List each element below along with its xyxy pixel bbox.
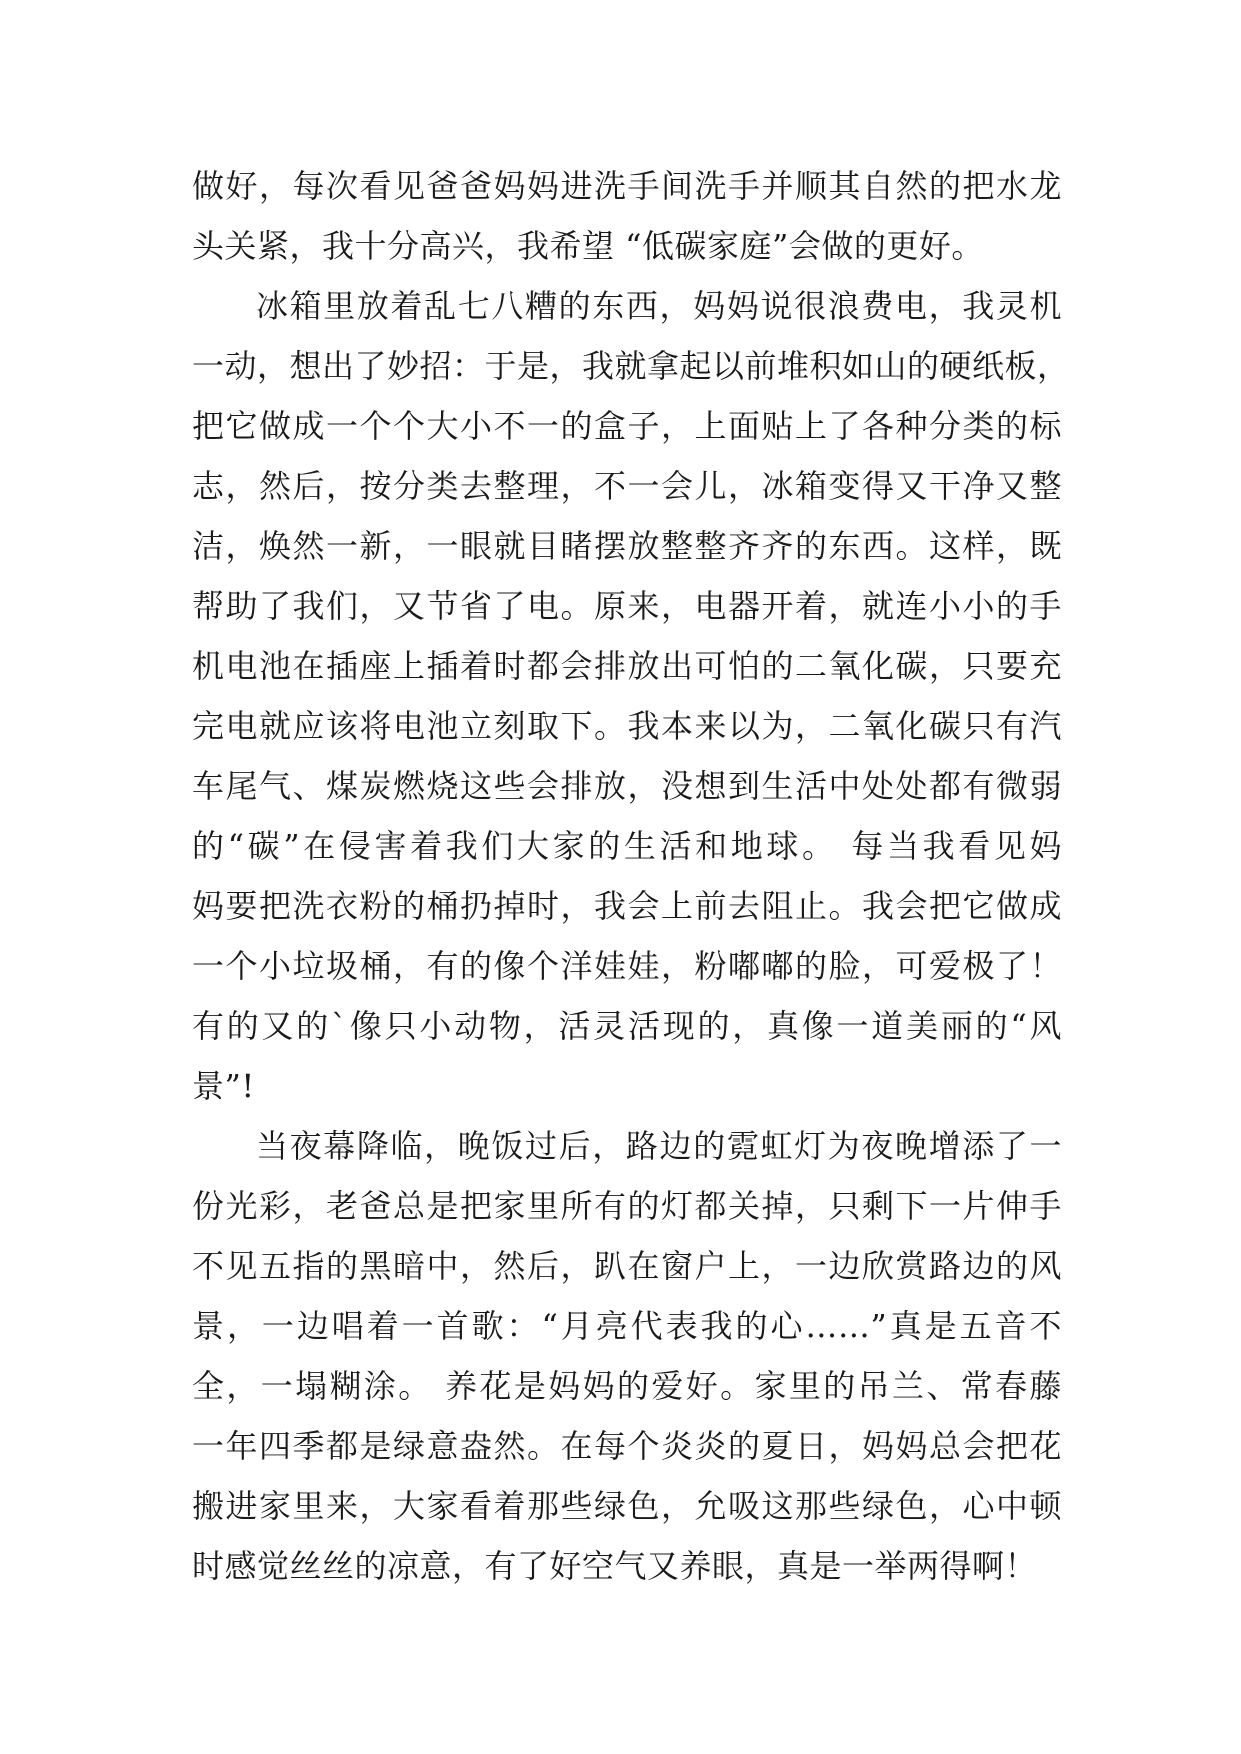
text-line: 一年四季都是绿意盎然。在每个炎炎的夏日，妈妈总会把花 bbox=[192, 1427, 1062, 1465]
text-line: 车尾气、煤炭燃烧这些会排放，没想到生活中处处都有微弱 bbox=[192, 767, 1062, 805]
text-line: 妈要把洗衣粉的桶扔掉时，我会上前去阻止。我会把它做成 bbox=[192, 887, 1062, 925]
document-body bbox=[192, 156, 1070, 1596]
text-line: 景”! bbox=[192, 1067, 255, 1105]
text-line: 有的又的`像只小动物，活灵活现的，真像一道美丽的“风 bbox=[192, 1007, 1062, 1045]
text-line: 全，一塌糊涂。 养花是妈妈的爱好。家里的吊兰、常春藤 bbox=[192, 1367, 1062, 1405]
text-line: 的“碳”在侵害着我们大家的生活和地球。 每当我看见妈 bbox=[192, 827, 1062, 865]
text-line: 不见五指的黑暗中，然后，趴在窗户上，一边欣赏路边的风 bbox=[192, 1247, 1062, 1285]
text-line: 机电池在插座上插着时都会排放出可怕的二氧化碳，只要充 bbox=[192, 647, 1062, 685]
text-line: 冰箱里放着乱七八糟的东西，妈妈说很浪费电，我灵机 bbox=[256, 287, 1062, 325]
paragraph-3 bbox=[192, 1116, 1062, 1596]
text-line: 时感觉丝丝的凉意，有了好空气又养眼，真是一举两得啊！ bbox=[192, 1547, 1038, 1585]
paragraph-2 bbox=[192, 276, 1070, 1116]
text-line: 志，然后，按分类去整理，不一会儿，冰箱变得又干净又整 bbox=[192, 467, 1062, 505]
paragraph-1 bbox=[192, 156, 1062, 276]
text-line: 当夜幕降临，晚饭过后，路边的霓虹灯为夜晚增添了一 bbox=[256, 1127, 1062, 1165]
text-line: 景，一边唱着一首歌：“月亮代表我的心……”真是五音不 bbox=[192, 1307, 1062, 1345]
text-line: 一动，想出了妙招：于是，我就拿起以前堆积如山的硬纸板， bbox=[192, 347, 1070, 385]
text-line: 做好，每次看见爸爸妈妈进洗手间洗手并顺其自然的把水龙 bbox=[192, 167, 1062, 205]
text-line: 洁，焕然一新，一眼就目睹摆放整整齐齐的东西。这样，既 bbox=[192, 527, 1062, 565]
text-line: 帮助了我们，又节省了电。原来，电器开着，就连小小的手 bbox=[192, 587, 1062, 625]
text-line: 完电就应该将电池立刻取下。我本来以为，二氧化碳只有汽 bbox=[192, 707, 1062, 745]
text-line: 搬进家里来，大家看着那些绿色，允吸这那些绿色，心中顿 bbox=[192, 1487, 1062, 1525]
text-line: 头关紧，我十分高兴，我希望 “低碳家庭”会做的更好。 bbox=[192, 227, 984, 265]
text-line: 份光彩，老爸总是把家里所有的灯都关掉，只剩下一片伸手 bbox=[192, 1187, 1062, 1225]
text-line: 一个小垃圾桶，有的像个洋娃娃，粉嘟嘟的脸，可爱极了！ bbox=[192, 947, 1062, 985]
text-line: 把它做成一个个大小不一的盒子，上面贴上了各种分类的标 bbox=[192, 407, 1062, 445]
